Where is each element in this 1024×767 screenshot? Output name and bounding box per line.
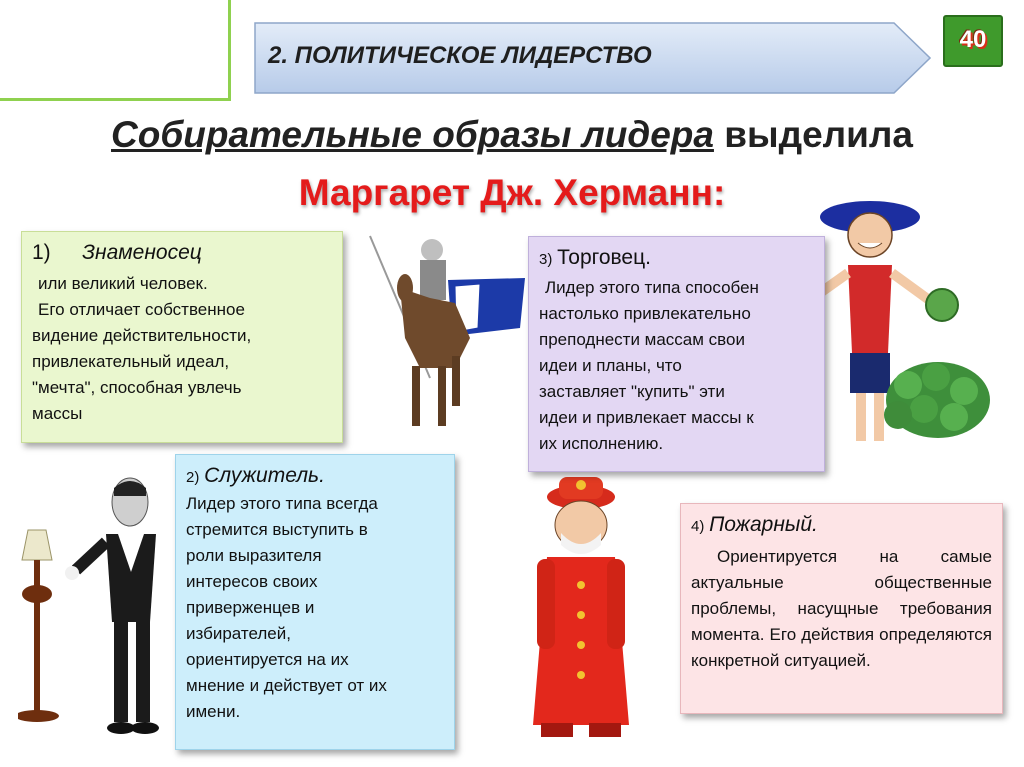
card-line: приверженцев и — [186, 598, 315, 617]
card-number: 4) — [691, 518, 705, 535]
corner-frame — [0, 0, 231, 101]
card-merchant — [528, 236, 825, 472]
heading-italic-part: Собирательные образы лидера — [111, 114, 714, 155]
card-text: Ориентируется на самые актуальные общественные проблемы, насущные требования момента. Его действия определяются конкретной ситуацией. — [691, 547, 992, 670]
card-line: массы — [32, 404, 83, 423]
card-line: Лидер этого типа всегда — [186, 494, 378, 513]
card-line: роли выразителя — [186, 546, 322, 565]
card-line: Лидер этого типа способен — [545, 278, 759, 297]
heading-subtitle: Маргарет Дж. Херманн: — [298, 172, 726, 213]
card-firefighter — [680, 503, 1003, 714]
card-line: заставляет "купить" эти — [539, 382, 725, 401]
card-line: видение действительности, — [32, 326, 252, 345]
card-line: преподнести массам свои — [539, 330, 745, 349]
card-line: Его отличает собственное — [38, 300, 245, 319]
card-line: или великий человек. — [38, 274, 208, 293]
card-line: стремится выступить в — [186, 520, 368, 539]
card-title: Знаменосец — [82, 241, 202, 264]
card-number: 3) — [539, 251, 553, 268]
firefighter-illustration — [517, 475, 647, 760]
card-line: идеи и привлекает массы к — [539, 408, 754, 427]
slide-number: 40 — [959, 26, 987, 53]
card-line: интересов своих — [186, 572, 318, 591]
card-line: имени. — [186, 702, 241, 721]
card-line: ориентируется на их — [186, 650, 349, 669]
header-title: 2. ПОЛИТИЧЕСКОЕ ЛИДЕРСТВО — [268, 42, 652, 69]
card-title: Служитель. — [204, 464, 325, 487]
card-line: привлекательный идеал, — [32, 352, 230, 371]
card-line: настолько привлекательно — [539, 304, 751, 323]
card-line: избирателей, — [186, 624, 291, 643]
main-heading — [0, 114, 1024, 156]
card-number: 1) — [32, 241, 51, 264]
card-servant — [175, 454, 455, 750]
card-number: 2) — [186, 469, 200, 486]
heading-normal-part: выделила — [713, 114, 913, 155]
card-standard-bearer — [21, 231, 343, 443]
card-title: Пожарный. — [709, 513, 818, 536]
header-banner — [254, 22, 931, 94]
card-line: мнение и действует от их — [186, 676, 387, 695]
servant-illustration — [18, 472, 178, 762]
slide-number-badge — [943, 15, 1003, 67]
card-line: "мечта", способная увлечь — [32, 378, 242, 397]
knight-banner-illustration — [360, 228, 530, 438]
card-title: Торговец. — [557, 246, 651, 269]
card-line: их исполнению. — [539, 434, 664, 453]
card-line: идеи и планы, что — [539, 356, 682, 375]
